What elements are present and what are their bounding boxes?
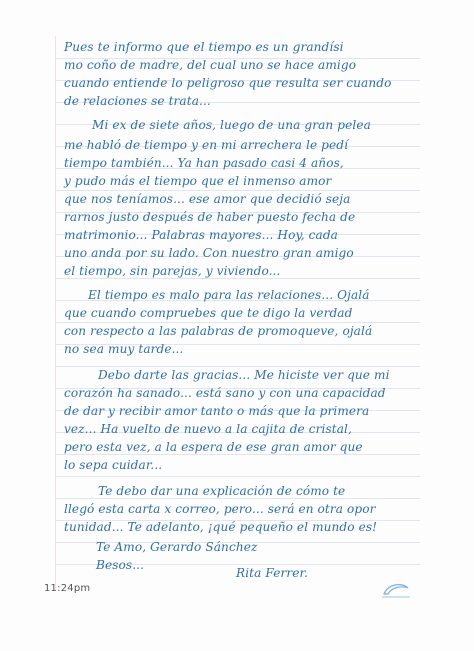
- ruled-line: [55, 278, 420, 279]
- ruled-line: [55, 476, 420, 477]
- margin-line: [55, 36, 56, 591]
- letter-line: matrimonio... Palabras mayores... Hoy, cada: [64, 228, 338, 242]
- closing-line: Te Amo, Gerardo Sánchez: [96, 540, 258, 554]
- ruled-line: [55, 454, 420, 455]
- letter-line: Mi ex de siete años, luego de una gran pelea: [92, 118, 371, 132]
- letter-line: y pudo más el tiempo que el inmenso amor: [64, 174, 332, 188]
- timestamp: 11:24pm: [44, 583, 91, 594]
- letter-line: Debo darte las gracias... Me hiciste ver que mi: [98, 368, 390, 382]
- letter-line: pero esta vez, a la espera de ese gran amor que: [64, 440, 363, 454]
- ruled-line: [55, 498, 420, 499]
- letter-line: El tiempo es malo para las relaciones... Ojalá: [88, 288, 370, 302]
- letter-line: no sea muy tarde...: [64, 342, 184, 356]
- ruled-line: [55, 322, 420, 323]
- letter-line: que nos teníamos... ese amor que decidió seja: [64, 192, 351, 206]
- letter-line: que cuando compruebes que te digo la verdad: [64, 306, 353, 320]
- letter-line: vez... Ha vuelto de nuevo a la cajita de cristal,: [64, 422, 352, 436]
- letter-line: Pues te informo que el tiempo es un grandísi: [64, 40, 344, 54]
- letter-line: rarnos justo después de haber puesto fecha de: [64, 210, 356, 224]
- letter-line: llegó esta carta x correo, pero... será en otra opor: [64, 502, 376, 516]
- ruled-line: [55, 366, 420, 367]
- signature: Rita Ferrer.: [236, 566, 308, 580]
- letter-line: el tiempo, sin parejas, y viviendo...: [64, 264, 281, 278]
- ruled-line: [55, 190, 420, 191]
- notebook-logo-icon: [378, 578, 414, 600]
- letter-line: de dar y recibir amor tanto o más que la primera: [64, 404, 370, 418]
- letter-line: tunidad... Te adelanto, ¡qué pequeño el mundo es!: [64, 520, 378, 534]
- letter-line: con respecto a las palabras de promoqueve, ojalá: [64, 324, 373, 338]
- letter-line: mo coño de madre, del cual uno se hace amigo: [64, 58, 357, 72]
- letter-line: de relaciones se trata...: [64, 94, 211, 108]
- letter-line: tiempo también... Ya han pasado casi 4 años,: [64, 156, 344, 170]
- letter-line: Te debo dar una explicación de cómo te: [98, 484, 346, 498]
- closing-sign-off: Besos...: [96, 558, 145, 572]
- letter-line: corazón ha sanado... está sano y con una capacidad: [64, 386, 386, 400]
- letter-line: me habló de tiempo y en mi arrechera le pedí: [64, 138, 349, 152]
- letter-line: lo sepa cuidar...: [64, 458, 163, 472]
- letter-line: cuando entiende lo peligroso que resulta ser cuando: [64, 76, 392, 90]
- letter-line: uno anda por su lado. Con nuestro gran amigo: [64, 246, 354, 260]
